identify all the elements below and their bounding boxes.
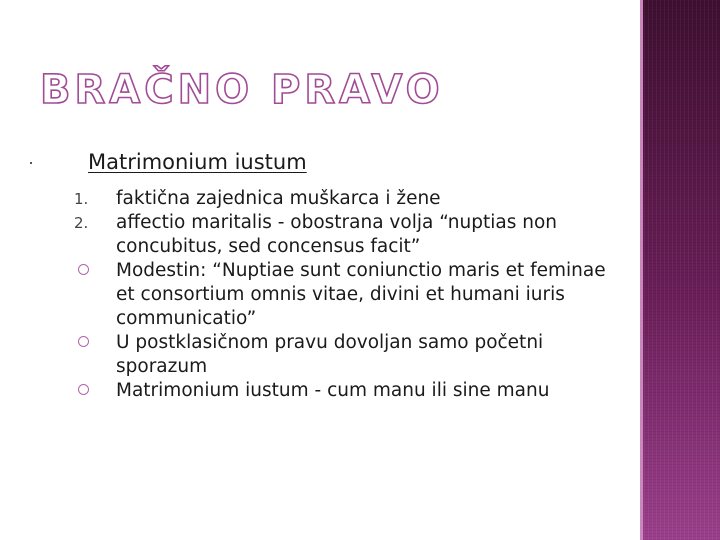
slide-title: BRAČNO PRAVO	[40, 67, 444, 113]
item-number: 1.	[74, 190, 89, 208]
sidebar-texture	[640, 0, 720, 540]
content-list	[74, 187, 624, 403]
list-item	[74, 331, 624, 379]
list-item	[74, 379, 624, 403]
list-item	[74, 187, 624, 211]
heading-text: Matrimonium iustum	[88, 150, 307, 174]
list-item	[74, 259, 624, 331]
circle-bullet-icon	[78, 264, 89, 275]
item-text: affectio maritalis - obostrana volja “nuptias non concubitus, sed concensus facit”	[116, 212, 557, 257]
decorative-sidebar	[640, 0, 720, 540]
circle-bullet-icon	[78, 336, 89, 347]
item-text: faktična zajednica muškarca i žene	[116, 188, 441, 209]
item-text: Modestin: “Nuptiae sunt coniunctio maris et feminae et consortium omnis vitae, divini et humani iuris communicatio”	[116, 260, 606, 329]
bullet-dot-icon	[30, 162, 32, 164]
item-text: Matrimonium iustum - cum manu ili sine manu	[116, 380, 550, 401]
circle-bullet-icon	[78, 384, 89, 395]
sidebar-edge	[640, 0, 643, 540]
list-item	[74, 211, 624, 259]
item-text: U postklasičnom pravu dovoljan samo početni sporazum	[116, 332, 544, 377]
item-number: 2.	[74, 214, 89, 232]
